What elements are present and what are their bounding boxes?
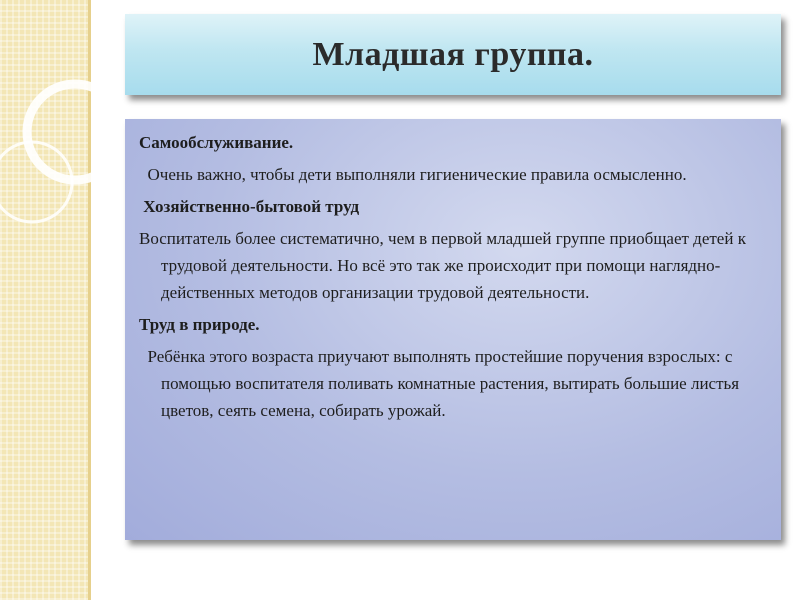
section-text-self-service: Очень важно, чтобы дети выполняли гигиенические правила осмысленно. <box>139 165 687 184</box>
title-box <box>125 14 781 95</box>
content-box <box>125 119 781 540</box>
decorative-rings <box>0 0 130 240</box>
ring-large <box>27 84 123 180</box>
section-heading-self-service: Самообслуживание. <box>139 133 294 152</box>
section-heading-household-work: Хозяйственно-бытовой труд <box>139 197 360 216</box>
section-heading-nature-work: Труд в природе. <box>139 315 260 334</box>
section-text-nature-work: Ребёнка этого возраста приучают выполнять простейшие поручения взрослых: с помощью воспитателя поливать комнатные растения, вытирать большие листья цветов, сеять семена, собирать урожай. <box>139 347 744 420</box>
section-text-household-work: Воспитатель более систематично, чем в первой младшей группе приобщает детей к трудовой деятельности. Но всё это так же происходит при помощи наглядно-действенных методов организации трудовой деятельности. <box>139 229 746 302</box>
slide-title: Младшая группа. <box>312 35 594 73</box>
